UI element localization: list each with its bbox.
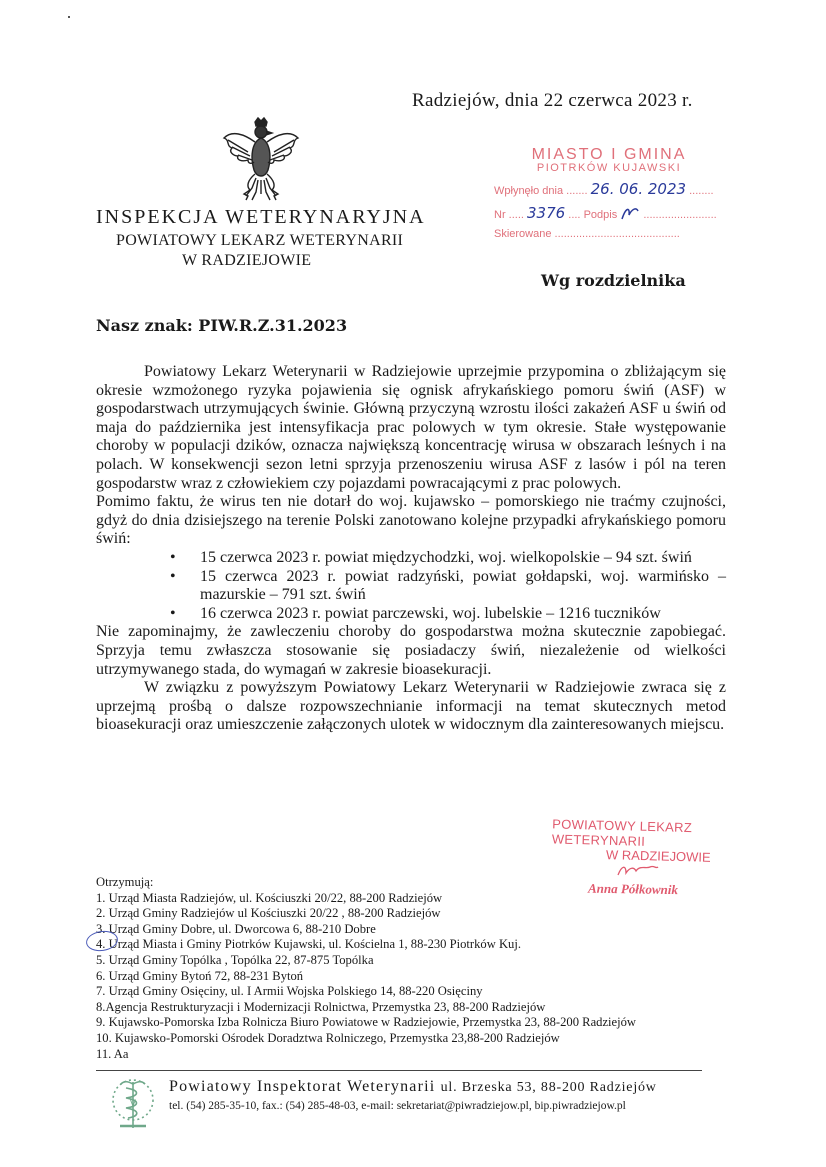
recipient-item: 11. Aa [96, 1046, 129, 1061]
place-date: Radziejów, dnia 22 czerwca 2023 r. [412, 90, 693, 111]
recipient-item: 3. Urząd Gminy Dobre, ul. Dworcowa 6, 88-210 Dobre [96, 921, 376, 936]
footer-divider [96, 1070, 702, 1071]
signatory-name: Anna Półkownik [587, 880, 679, 898]
eagle-emblem-icon [222, 116, 300, 202]
footer-institution [169, 1078, 657, 1096]
footer-contact: tel. (54) 285-35-10, fax.: (54) 285-48-03, e-mail: sekretariat@piwradziejow.pl, bip.piwradziejow.pl [169, 1100, 626, 1112]
reference-number: Nasz znak: PIW.R.Z.31.2023 [96, 316, 348, 335]
recipient-item: 6. Urząd Gminy Bytoń 72, 88-231 Bytoń [96, 968, 304, 983]
stamp-title: MIASTO I GMINA [531, 146, 687, 163]
stamp-received-label: Wpłynęło dnia [494, 185, 564, 197]
stamp-signature-label: Podpis [583, 209, 618, 221]
veterinary-caduceus-logo-icon [110, 1076, 156, 1132]
outbreak-list [96, 549, 726, 623]
signature-location: W RADZIEJOWIE [605, 847, 711, 865]
signature-title: POWIATOWY LEKARZ WETERYNARII [551, 816, 693, 849]
recipient-item: 9. Kujawsko-Pomorska Izba Rolnicza Biuro Powiatowe w Radziejowie, Przemystka 23, 88-200 Radziejów [96, 1015, 637, 1030]
recipient-group: Wg rozdzielnika [541, 271, 686, 290]
outbreak-item: • 16 czerwca 2023 r. powiat parczewski, woj. lubelskie – 1216 tuczników [200, 605, 726, 624]
body-paragraph-1: Powiatowy Lekarz Weterynarii w Radziejowie uprzejmie przypomina o zbliżającym się okresie wzmożonego ryzyka pojawienia się ognisk afrykańskiego pomoru świń (ASF) w gospodarstwach utrzymujących świnie. Główną przyczyną wzrostu ilości zakażeń ASF u świń od maja do października jest intensyfikacja prac polowych w tym okresie. Stałe występowanie choroby w populacji dzików, oznacza największą koncentrację wirusa w obszarach leśnych i na polach. W konsekwencji sezon letni sprzyja przenoszeniu wirusa ASF z lasów i pól na teren gospodarstw wraz z człowiekiem czy pojazdami powracającymi z prac polowych. [96, 363, 726, 492]
stamp-directed-row: Skierowane ......................................... [494, 228, 680, 240]
outbreak-item: • 15 czerwca 2023 r. powiat radzyński, powiat gołdapski, woj. warmińsko – mazurskie – 791 szt. świń [200, 568, 726, 605]
recipients-label: Otrzymują: [96, 875, 154, 889]
svg-text:V: V [129, 1099, 137, 1109]
recipient-item: 8.Agencja Restrukturyzacji i Modernizacji Rolnictwa, Przemystka 23, 88-200 Radziejów [96, 999, 546, 1014]
stamp-number-row: Nr ..... 3376 .... Podpis ........................ [494, 204, 717, 222]
recipient-item: 7. Urząd Gminy Osięciny, ul. I Armii Wojska Polskiego 14, 88-220 Osięciny [96, 984, 483, 999]
received-stamp [494, 146, 724, 240]
recipient-item: 4. Urząd Miasta i Gminy Piotrków Kujawski, ul. Kościelna 1, 88-230 Piotrków Kuj. [96, 937, 521, 952]
body-paragraph-2: Pomimo faktu, że wirus ten nie dotarł do woj. kujawsko – pomorskiego nie traćmy czujności, gdyż do dnia dzisiejszego na terenie Polski zanotowano kolejne przypadki afrykańskiego pomoru świń: [96, 493, 726, 548]
stamp-number-value: 3376 [527, 204, 566, 222]
recipients-list [96, 891, 636, 1063]
letter-body [96, 363, 726, 735]
outbreak-item: • 15 czerwca 2023 r. powiat międzychodzki, woj. wielkopolskie – 94 szt. świń [200, 549, 726, 568]
stamp-received-row: Wpłynęło dnia ....... 26. 06. 2023 ........ [494, 180, 714, 198]
handwritten-initials-icon [620, 205, 640, 221]
body-paragraph-4: W związku z powyższym Powiatowy Lekarz Weterynarii w Radziejowie zwraca się z uprzejmą prośbą o dalsze rozpowszechnianie informacji na temat skutecznych metod bioasekuracji oraz umieszczenie załączonych ulotek w widocznym dla zainteresowanych miejscu. [96, 679, 726, 734]
recipients-section [96, 875, 636, 1062]
issuer-header: INSPEKCJA WETERYNARYJNA [96, 206, 426, 228]
issuer-location: W RADZIEJOWIE [182, 252, 312, 269]
issuer-subheader: POWIATOWY LEKARZ WETERYNARII [116, 232, 404, 249]
stamp-number-label: Nr [494, 209, 506, 221]
recipient-item: 5. Urząd Gminy Topólka , Topólka 22, 87-875 Topólka [96, 952, 374, 967]
stamp-directed-label: Skierowane [494, 228, 552, 240]
body-paragraph-3: Nie zapominajmy, że zawleczeniu choroby do gospodarstwa można skutecznie zapobiegać. Sprzyja temu zwłaszcza stosowanie się posiadaczy świń, niezależenie od wielkości utrzymywanego stada, do wymagań w zakresie bioasekuracji. [96, 623, 726, 678]
stamp-received-date: 26. 06. 2023 [590, 180, 687, 198]
recipient-item: 10. Kujawsko-Pomorski Ośrodek Doradztwa Rolniczego, Przemystka 23,88-200 Radziejów [96, 1030, 560, 1045]
recipient-item: 2. Urząd Gminy Radziejów ul Kościuszki 20/22 , 88-200 Radziejów [96, 906, 441, 921]
stamp-subtitle: PIOTRKÓW KUJAWSKI [536, 162, 682, 174]
footer-address: ul. Brzeska 53, 88-200 Radziejów [440, 1080, 657, 1095]
footer-institution-name: Powiatowy Inspektorat Weterynarii [169, 1078, 436, 1095]
scan-speck [68, 16, 70, 18]
recipient-item: 1. Urząd Miasta Radziejów, ul. Kościuszki 20/22, 88-200 Radziejów [96, 890, 443, 905]
